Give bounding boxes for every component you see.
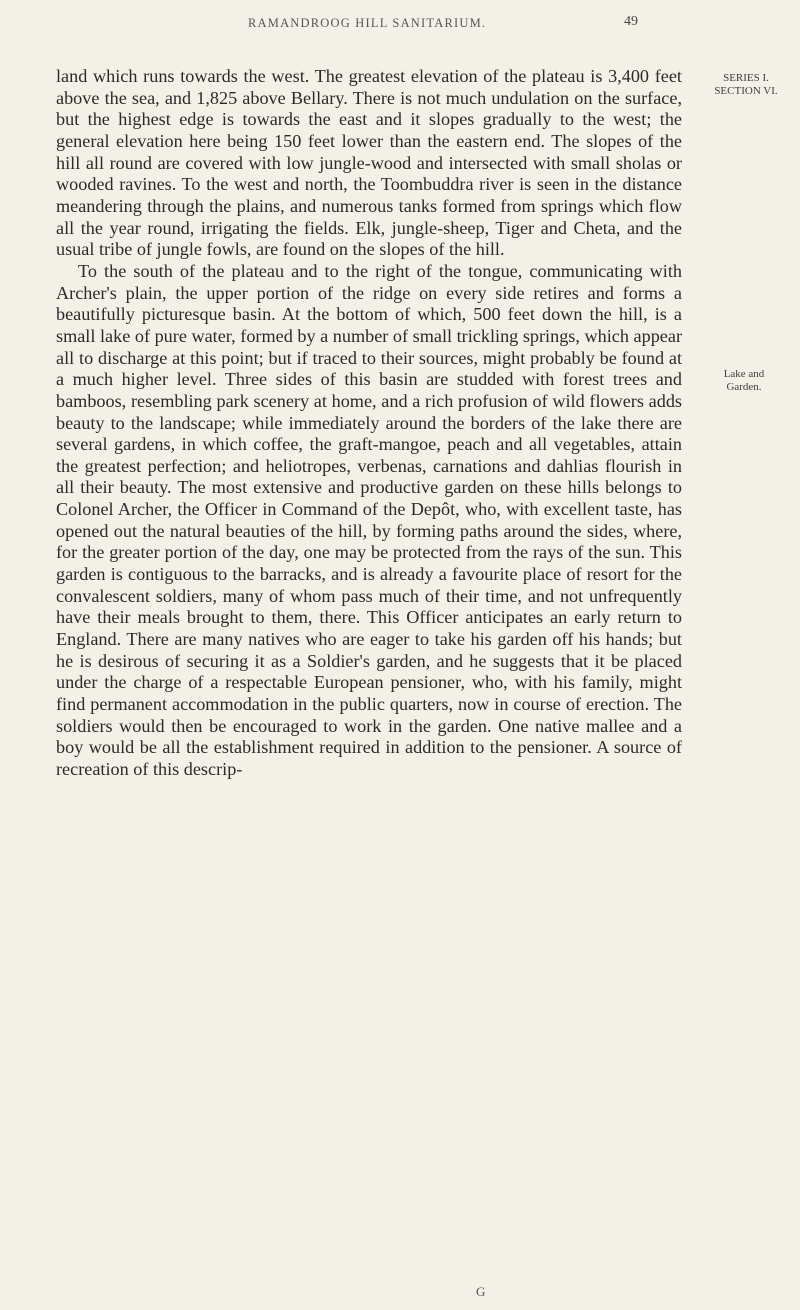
paragraph-plateau: land which runs towards the west. The greatest elevation of the plateau is 3,400 feet above the sea, and 1,825 above Bellary. There is not much undulation on the surface, but the highest edge is towards the east and it slopes gradually to the west; the general elevation here being 150 feet lower than the eastern end. The slopes of the hill all round are covered with low jungle-wood and intersected with small sholas or wooded ravines. To the west and north, the Toombuddra river is seen in the distance meandering through the plains, and numerous tanks formed from springs which flow all the year round, irrigating the fields. Elk, jungle-sheep, Tiger and Cheta, and the usual tribe of jungle fowls, are found on the slopes of the hill. <box>56 66 682 260</box>
running-head <box>0 16 800 36</box>
margin-note-series <box>710 72 782 98</box>
page-number: 49 <box>624 14 638 29</box>
margin-note-lake-line2: Garden. <box>726 381 762 393</box>
paragraph-lake-garden: To the south of the plateau and to the right of the tongue, communicating with Archer's plain, the upper portion of the ridge on every side retires and forms a beautifully picturesque basin. At the bottom of which, 500 feet down the hill, is a small lake of pure water, formed by a number of small trickling springs, which appear all to discharge at this point; but if traced to their sources, might probably be found at a much higher level. Three sides of this basin are studded with forest trees and bamboos, resembling park scenery at home, and a rich profusion of wild flowers adds beauty to the landscape; while immediately around the borders of the lake there are several gardens, in which coffee, the graft-mangoe, peach and all vegetables, attain the greatest perfection; and heliotropes, verbenas, carnations and dahlias flourish in all their beauty. The most extensive and productive garden on these hills belongs to Colonel Archer, the Officer in Command of the Depôt, who, with excellent taste, has opened out the natural beauties of the hill, by forming paths around the sides, where, for the greater portion of the day, one may be protected from the rays of the sun. This garden is contiguous to the barracks, and is already a favourite place of resort for the convalescent soldiers, many of whom pass much of their time, and not unfrequently have their meals brought to them, there. This Officer anticipates an early return to England. There are many natives who are eager to take his garden off his hands; but he is desirous of securing it as a Soldier's garden, and he suggests that it be placed under the charge of a respectable European pensioner, who, with his family, might find permanent accommodation in the public quarters, now in course of erection. The soldiers would then be encouraged to work in the garden. One native mallee and a boy would be all the establishment required in addition to the pensioner. A source of recreation of this descrip- <box>56 260 682 779</box>
margin-note-series-label: SERIES I. <box>723 72 769 84</box>
running-title: RAMANDROOG HILL SANITARIUM. <box>248 16 487 30</box>
margin-note-section-label: SECTION VI. <box>714 85 778 97</box>
signature-mark: G <box>476 1284 486 1299</box>
margin-note-lake-line1: Lake and <box>723 368 765 380</box>
body-text <box>56 66 682 781</box>
margin-note-lake-garden <box>708 368 780 394</box>
